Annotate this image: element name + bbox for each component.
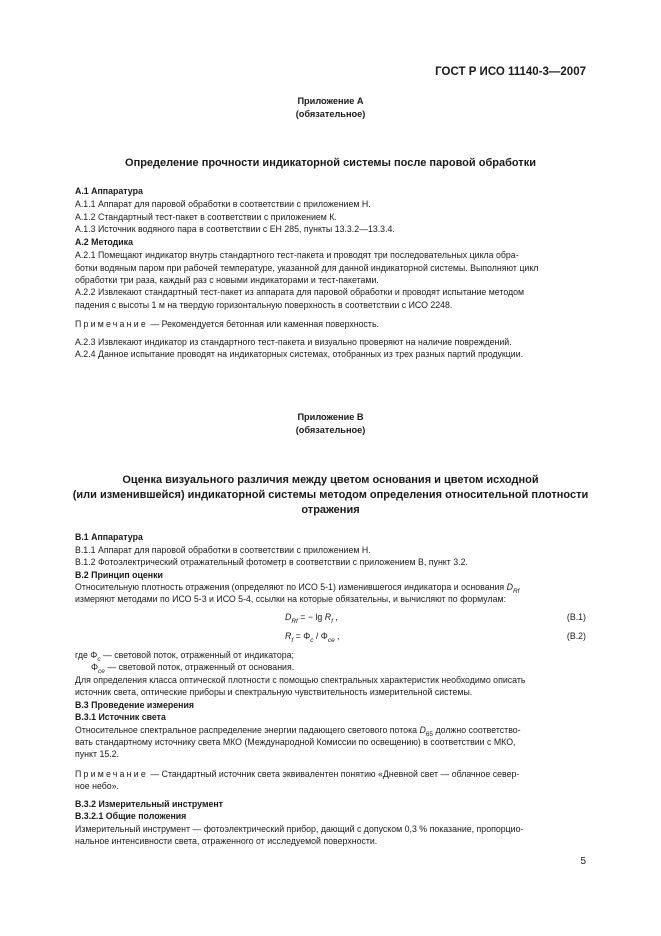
formula-b2-lhs-sub: f (291, 636, 294, 644)
section-a2-heading: А.2 Методика (75, 237, 133, 247)
b31-line1-subscript: 65 (425, 730, 434, 738)
item-b12: В.1.2 Фотоэлектрический отражательный фотометр в соответствии с приложением В, пункт 3.2. (75, 557, 468, 567)
note-b-text1: — Стандартный источник света эквивалентен понятию «Дневной свет — облачное север- (147, 769, 520, 779)
b2-line2: измеряют методами по ИСО 5-3 и ИСО 5-4, ссылки на которые обязательны, и вычисляют по формулам: (75, 594, 507, 604)
where1-prefix: где Φ (75, 650, 98, 660)
b31-line1 (75, 725, 521, 738)
section-b3-heading: В.3 Проведение измерения (75, 700, 195, 710)
annex-b-label: Приложение В (297, 412, 364, 422)
item-a22-line2: падения с высоты 1 м на твердую горизонтальную поверхность в соответствии с ИСО 2248. (75, 300, 453, 310)
where2-subscript: ce (98, 667, 105, 675)
formula-b2-number: (В.2) (566, 631, 586, 641)
item-a21-line3: обработки три раза, каждый раз с новыми индикаторами и тест-пакетами. (75, 275, 379, 285)
item-a11: А.1.1 Аппарат для паровой обработки в соответствии с приложением Н. (75, 199, 371, 209)
where2-prefix: Φ (91, 662, 99, 672)
annex-a-label: Приложение А (297, 96, 364, 106)
item-a22-line1: А.2.2 Извлекают стандартный тест-пакет из аппарата для паровой обработки и проводят испытание методом (75, 287, 525, 297)
formula-b2-tail: , (334, 631, 340, 641)
b31-line2: вать стандартному источнику света МКО (Международной Комиссии по освещению) в соответствии с МКО, (75, 737, 516, 747)
formula-b2-sub1: c (310, 636, 314, 644)
b31-line1-tail: должно соответство- (435, 725, 521, 735)
annex-b-status: (обязательное) (295, 425, 366, 435)
b31-line1-text: Относительное спектральное распределение энергии падающего светового потока (75, 725, 417, 735)
formula-b1 (285, 612, 338, 625)
b31-line1-symbol: D (419, 725, 426, 735)
formula-b1-lhs-sub: Rf (291, 617, 298, 625)
item-b11: В.1.1 Аппарат для паровой обработки в соответствии с приложением Н. (75, 545, 371, 555)
where-line1 (75, 650, 294, 663)
section-b1-heading: В.1 Аппаратура (75, 532, 143, 542)
item-a12: А.1.2 Стандартный тест-пакет в соответствии с приложением К. (75, 212, 337, 222)
annex-a-title: Определение прочности индикаторной системы после паровой обработки (125, 157, 536, 169)
b321-line1: Измерительный инструмент — фотоэлектрический прибор, дающий с допуском 0,3 % показание, пропорцио- (75, 824, 524, 834)
item-a13: А.1.3 Источник водяного пара в соответствии с ЕН 285, пункты 13.3.2—13.3.4. (75, 224, 395, 234)
section-b2-heading: В.2 Принцип оценки (75, 570, 163, 580)
b2-line1-subscript: Rf (512, 587, 520, 595)
note-b-line2: ное небо». (75, 781, 120, 791)
section-a1-heading: А.1 Аппаратура (75, 186, 143, 196)
where2-text: — световой поток, отраженный от основания. (104, 662, 295, 672)
formula-b1-rhs: = − lg (297, 612, 325, 622)
section-b321-heading: В.3.2.1 Общие положения (75, 811, 187, 821)
where1-text: — световой поток, отраженный от индикатора; (100, 650, 294, 660)
note-a (75, 319, 379, 329)
item-a23: А.2.3 Извлекают индикатор из стандартного тест-пакета и визуально проверяют на наличие повреждений. (75, 337, 512, 347)
optical-line1: Для определения класса оптической плотности с помощью спектральных характеристик необходимо описать (75, 675, 526, 685)
page-number: 5 (580, 856, 586, 867)
where1-subscript: c (97, 655, 101, 663)
formula-b1-tail: , (332, 612, 338, 622)
b321-line2: нальное интенсивности света, отраженного от исследуемой поверхности. (75, 836, 378, 846)
formula-b2-sub2: ce (327, 636, 335, 644)
formula-b1-var: R (324, 612, 332, 622)
formula-b2 (285, 631, 340, 644)
formula-b2-lhs: R (285, 631, 292, 641)
b31-line3: пункт 15.2. (75, 749, 120, 759)
item-a24: А.2.4 Данное испытание проводят на индикаторных системах, отобранных из трех разных партий продукции. (75, 349, 524, 359)
section-b32-heading: В.3.2 Измерительный инструмент (75, 799, 223, 809)
formula-b1-lhs: D (285, 612, 292, 622)
document-code: ГОСТ Р ИСО 11140-3—2007 (435, 66, 586, 78)
section-b31-heading: В.3.1 Источник света (75, 712, 166, 722)
annex-a-status: (обязательное) (295, 109, 366, 119)
formula-b1-var-sub: f (331, 617, 333, 625)
note-b-label: Примечание (75, 769, 148, 779)
note-a-text: — Рекомендуется бетонная или каменная поверхность. (147, 319, 379, 329)
annex-b-title-line3: отражения (301, 504, 360, 516)
formula-b1-number: (В.1) (566, 612, 586, 622)
b2-line1-symbol: D (506, 582, 513, 592)
item-a21-line2: ботки водяным паром при рабочей температуре, указанной для данной индикаторной системы. Выполняют цикл (75, 263, 539, 273)
where-line2 (91, 662, 294, 675)
optical-line2: источник света, оптические приборы и спектральную чувствительность измерительной системы. (75, 687, 473, 697)
note-a-label: Примечание (75, 319, 148, 329)
b2-line1-text: Относительную плотность отражения (определяют по ИСО 5-1) изменившегося индикатора и основания (75, 582, 505, 592)
item-a21-line1: А.2.1 Помещают индикатор внутрь стандартного тест-пакета и проводят три последовательных цикла обра- (75, 250, 519, 260)
annex-b-title-line1: Оценка визуального различия между цветом основания и цветом исходной (122, 474, 539, 486)
formula-b2-rhs: = Φ (293, 631, 311, 641)
note-b (75, 769, 519, 779)
formula-b2-mid: / Φ (313, 631, 328, 641)
b2-line1 (75, 582, 519, 595)
annex-b-title-line2: (или изменившейся) индикаторной системы методом определения относительной плотности (72, 489, 589, 501)
